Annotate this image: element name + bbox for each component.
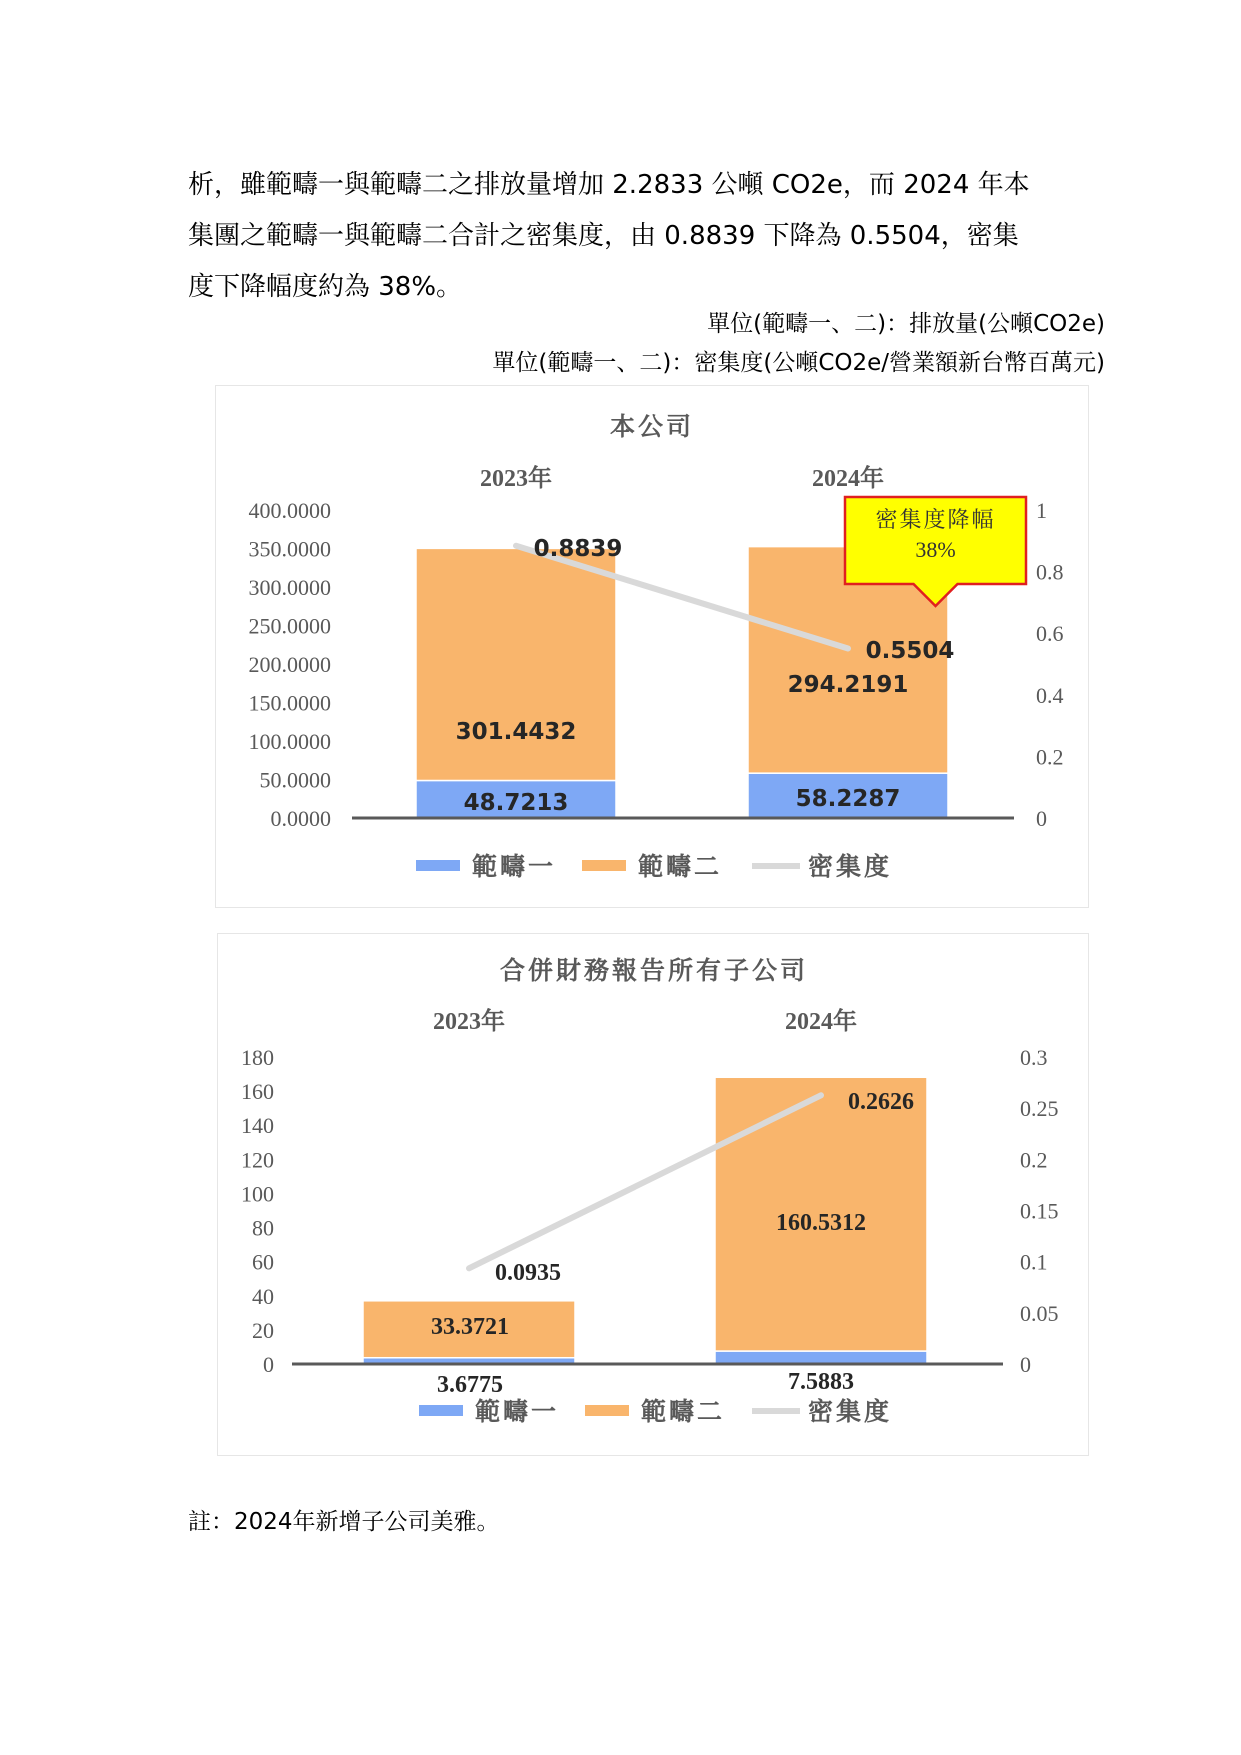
density-data-label: 0.2626 [848, 1089, 914, 1115]
chart-company-svg [216, 386, 1088, 907]
right-axis-tick-label: 0.1 [1020, 1249, 1048, 1275]
right-axis-tick-label: 0.2 [1020, 1147, 1048, 1173]
scope2-bar [416, 548, 616, 780]
paragraph-line-1: 析，雖範疇一與範疇二之排放量增加 2.2833 公噸 CO2e，而 2024 年本 [188, 170, 1030, 200]
right-axis-tick-label: 0 [1036, 806, 1047, 831]
left-axis-tick-label: 200.0000 [248, 652, 331, 677]
category-label: 2024年 [785, 1009, 857, 1035]
scope1-data-label: 58.2287 [795, 786, 901, 812]
category-label: 2023年 [480, 466, 552, 492]
left-axis-tick-label: 160 [241, 1079, 274, 1105]
left-axis-tick-label: 180 [241, 1045, 274, 1070]
left-axis-tick-label: 100 [241, 1181, 274, 1207]
legend-label: 密集度 [808, 854, 893, 881]
chart-subsidiaries-svg [218, 934, 1088, 1455]
left-axis-tick-label: 20 [252, 1317, 274, 1343]
paragraph-line-3: 度下降幅度約為 38%。 [188, 272, 463, 302]
scope2-data-label: 33.3721 [431, 1314, 509, 1340]
left-axis-tick-label: 140 [241, 1113, 274, 1139]
legend-label: 範疇一 [472, 854, 557, 881]
legend-swatch-2 [585, 1405, 629, 1416]
left-axis-tick-label: 150.0000 [248, 690, 331, 716]
category-label: 2023年 [433, 1009, 505, 1035]
scope1-data-label: 3.6775 [437, 1372, 503, 1398]
chart-subsidiaries [217, 933, 1089, 1456]
scope1-data-label: 48.7213 [463, 790, 569, 816]
density-data-label: 0.8839 [533, 536, 623, 562]
left-axis-tick-label: 250.0000 [248, 613, 331, 639]
left-axis-tick-label: 100.0000 [248, 729, 331, 754]
scope1-bar [715, 1351, 927, 1364]
chart-title: 本公司 [609, 414, 695, 441]
right-axis-tick-label: 1 [1036, 498, 1047, 523]
left-axis-tick-label: 40 [252, 1283, 274, 1309]
right-axis-tick-label: 0.4 [1036, 682, 1064, 708]
legend-label: 範疇一 [475, 1399, 560, 1426]
scope1-data-label: 7.5883 [788, 1369, 854, 1395]
right-axis-tick-label: 0.8 [1036, 559, 1064, 585]
footnote: 註：2024年新增子公司美雅。 [188, 1509, 500, 1535]
legend-label: 密集度 [808, 1399, 893, 1426]
left-axis-tick-label: 120 [241, 1147, 274, 1173]
right-axis-tick-label: 0.25 [1020, 1096, 1059, 1122]
legend-swatch-2 [582, 860, 626, 871]
left-axis-tick-label: 0 [263, 1352, 274, 1377]
right-axis-tick-label: 0.6 [1036, 621, 1064, 647]
density-data-label: 0.5504 [865, 638, 955, 664]
callout-value: 38% [915, 537, 956, 562]
right-axis-tick-label: 0.2 [1036, 744, 1064, 770]
scope2-data-label: 294.2191 [787, 672, 909, 698]
legend-swatch-1 [416, 860, 460, 871]
category-label: 2024年 [812, 466, 884, 492]
intro-paragraph [188, 160, 1108, 313]
legend-label: 範疇二 [638, 854, 723, 881]
right-axis-tick-label: 0.3 [1020, 1045, 1048, 1070]
callout-title: 密集度降幅 [875, 507, 996, 532]
paragraph-line-2: 集團之範疇一與範疇二合計之密集度，由 0.8839 下降為 0.5504，密集 [188, 221, 1019, 251]
left-axis-tick-label: 60 [252, 1249, 274, 1275]
scope2-data-label: 301.4432 [455, 719, 577, 745]
unit-emissions: 單位(範疇一、二)：排放量(公噸CO2e) [707, 311, 1105, 337]
right-axis-tick-label: 0.15 [1020, 1198, 1059, 1224]
density-data-label: 0.0935 [495, 1260, 561, 1286]
chart-company [215, 385, 1089, 908]
left-axis-tick-label: 350.0000 [248, 536, 331, 562]
left-axis-tick-label: 300.0000 [248, 575, 331, 600]
legend-label: 範疇二 [641, 1399, 726, 1426]
unit-density: 單位(範疇一、二)：密集度(公噸CO2e/營業額新台幣百萬元) [492, 350, 1105, 376]
chart-title: 合併財務報告所有子公司 [499, 958, 809, 985]
left-axis-tick-label: 0.0000 [270, 806, 331, 831]
left-axis-tick-label: 80 [252, 1215, 274, 1241]
right-axis-tick-label: 0.05 [1020, 1300, 1059, 1326]
left-axis-tick-label: 400.0000 [248, 498, 331, 523]
scope2-data-label: 160.5312 [776, 1210, 866, 1236]
right-axis-tick-label: 0 [1020, 1352, 1031, 1377]
left-axis-tick-label: 50.0000 [259, 767, 331, 793]
legend-swatch-1 [419, 1405, 463, 1416]
